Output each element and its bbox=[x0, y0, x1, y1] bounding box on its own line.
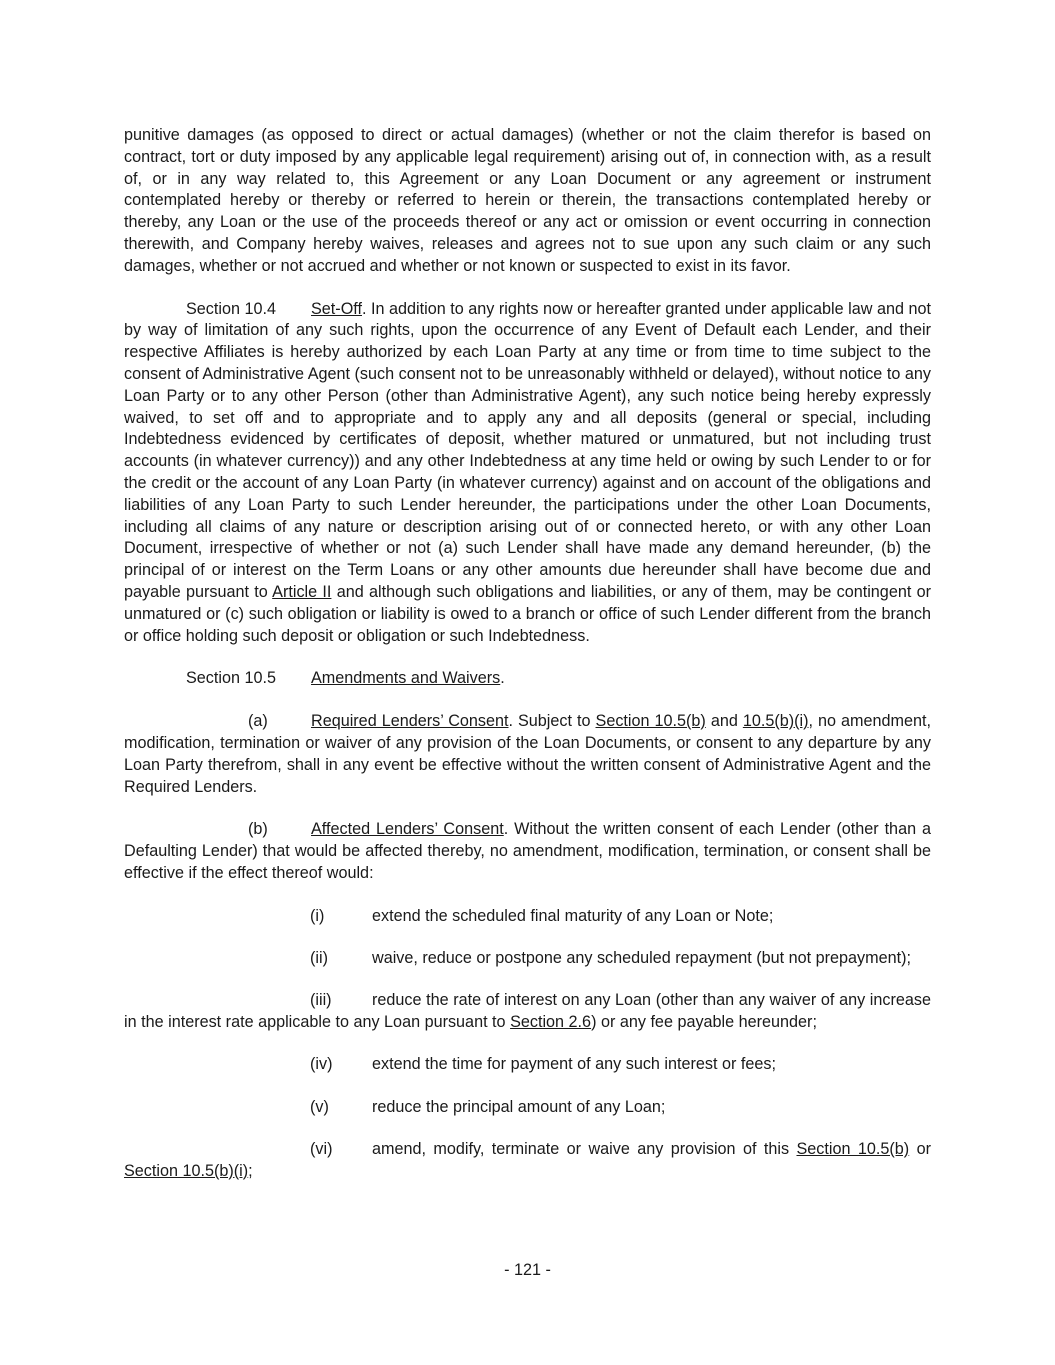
list-item-vi: (vi) amend, modify, terminate or waive any provision of this Section 10.5(b) or Section 10.5(b)(i); bbox=[124, 1139, 931, 1180]
subsection-title: Affected Lenders’ Consent bbox=[311, 820, 504, 839]
list-item-i: (i) extend the scheduled final maturity of any Loan or Note; bbox=[124, 906, 931, 928]
list-item-iv: (iv) extend the time for payment of any such interest or fees; bbox=[124, 1054, 931, 1076]
list-item-v: (v) reduce the principal amount of any Loan; bbox=[124, 1097, 931, 1119]
item-label: (ii) bbox=[310, 949, 328, 967]
item-label: (i) bbox=[310, 906, 325, 925]
subsection-b-paragraph: (b) Affected Lenders’ Consent. Without the written consent of each Lender (other than a Defaulting Lender) that would be affected thereby, no amendment, modification, termination, or consent shall be effective if the effect thereof would: bbox=[124, 820, 931, 882]
cross-reference-link[interactable]: Article II bbox=[272, 582, 332, 601]
cross-reference-link[interactable]: Section 10.5(b) bbox=[595, 712, 706, 731]
cross-reference-link[interactable]: Section 10.5(b)(i) bbox=[124, 1161, 249, 1180]
section-number: Section 10.5 bbox=[186, 669, 276, 688]
section-number: Section 10.4 bbox=[186, 299, 276, 318]
item-label: (iv) bbox=[310, 1055, 333, 1074]
document-page bbox=[124, 125, 931, 1203]
list-item-ii: (ii) waive, reduce or postpone any scheduled repayment (but not prepayment); bbox=[124, 948, 931, 970]
section-title: Amendments and Waivers bbox=[311, 669, 501, 688]
item-label: (v) bbox=[310, 1097, 329, 1116]
section-10-5-heading: Section 10.5 Amendments and Waivers. bbox=[124, 668, 931, 690]
cross-reference-link[interactable]: Section 2.6 bbox=[510, 1013, 592, 1032]
intro-paragraph: punitive damages (as opposed to direct or actual damages) (whether or not the claim therefor is based on contract, tort or duty imposed by any applicable legal requirement) arising out of, in connection with, as a result of, or in any way related to, this Agreement or any Loan Document or any agreement or instrument contemplated hereby or thereby or referred to herein or therein, the transactions contemplated hereby or thereby, any Loan or the use of the proceeds thereof or any act or omission or event occurring in connection therewith, and Company hereby waives, releases and agrees not to sue upon any such claim or any such damages, whether or not accrued and whether or not known or suspected to exist in its favor. bbox=[124, 126, 931, 275]
section-text: and although such obligations and liabilities, or any of them, may be contingent or unmatured or (c) such obligation or liability is owed to a branch or office of such Lender different from the branch or office holding such deposit or obligation or such Indebtedness. bbox=[124, 582, 931, 645]
cross-reference-link[interactable]: 10.5(b)(i) bbox=[742, 712, 809, 731]
subsection-label: (b) bbox=[248, 820, 268, 839]
subsection-label: (a) bbox=[248, 712, 268, 731]
section-title: Set-Off bbox=[311, 299, 362, 318]
page-number: - 121 - bbox=[504, 1261, 551, 1279]
item-label: (iii) bbox=[310, 991, 332, 1010]
item-label: (vi) bbox=[310, 1139, 333, 1158]
cross-reference-link[interactable]: Section 10.5(b) bbox=[796, 1139, 910, 1158]
subsection-title: Required Lenders’ Consent bbox=[311, 712, 509, 731]
subsection-a-paragraph: (a) Required Lenders’ Consent. Subject to Section 10.5(b) and 10.5(b)(i), no amendment, modification, termination or waiver of any provision of the Loan Documents, or consent to any departure by any Loan Party therefrom, shall in any event be effective without the written consent of Administrative Agent and the Required Lenders. bbox=[124, 712, 932, 796]
section-10-4-paragraph bbox=[124, 299, 931, 648]
list-item-iii: (iii) reduce the rate of interest on any Loan (other than any waiver of any increase in the interest rate applicable to any Loan pursuant to Section 2.6) or any fee payable hereunder; bbox=[124, 991, 931, 1032]
section-text: . In addition to any rights now or hereafter granted under applicable law and not by way of limitation of any such rights, upon the occurrence of any Event of Default each Lender, and their respective Affiliates is hereby authorized by each Loan Party at any time or from time to time subject to the consent of Administrative Agent (such consent not to be unreasonably withheld or delayed), without notice to any Loan Party or to any other Person (other than Administrative Agent), any such notice being hereby expressly waived, to set off and to appropriate and to apply any and all deposits (general or special, including Indebtedness evidenced by certificates of deposit, whether matured or unmatured, but not including trust accounts (in whatever currency)) and any other Indebtedness at any time held or owing by such Lender to or for the credit or the account of any Loan Party (in whatever currency) against and on account of the obligations and liabilities of any Loan Party to such Lender hereunder, the participations under the other Loan Documents, including all claims of any nature or description arising out of or connected hereto, or with any other Loan Document, irrespective of whether or not (a) such Lender shall have made any demand hereunder, (b) the principal of or interest on the Term Loans or any other amounts due hereunder shall have become due and payable pursuant to bbox=[124, 299, 931, 601]
